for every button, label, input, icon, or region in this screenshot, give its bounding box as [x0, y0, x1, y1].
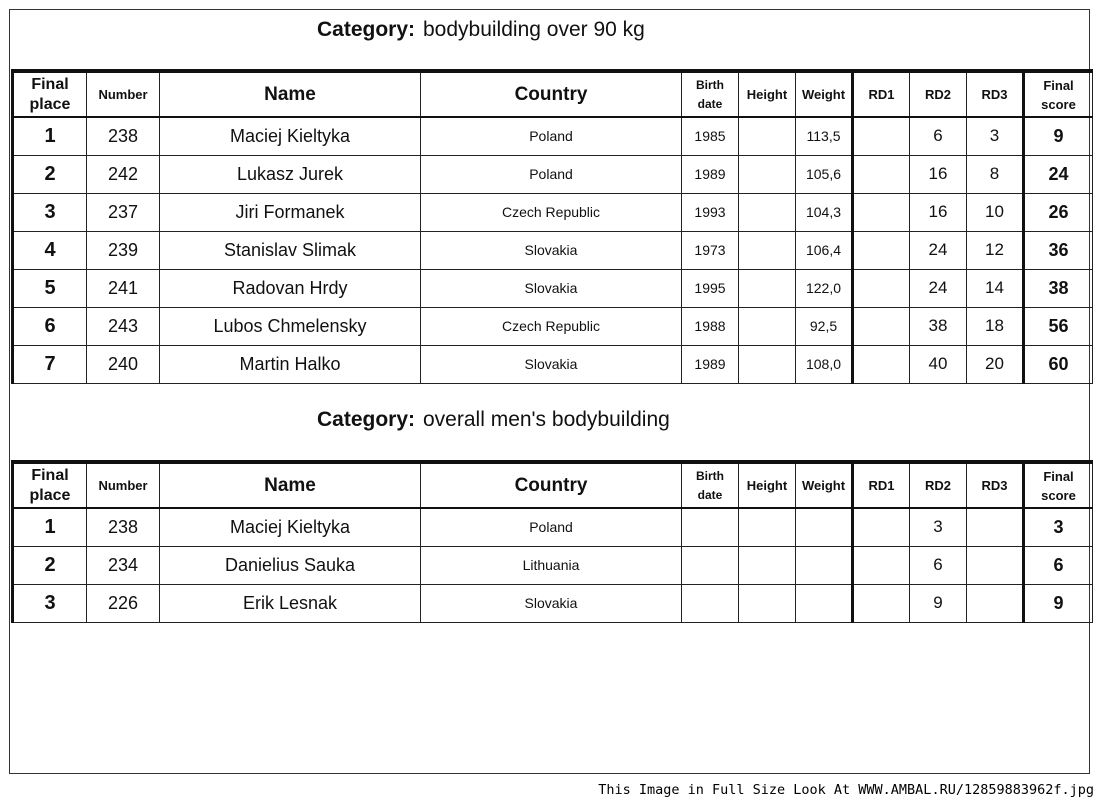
category-name: overall men's bodybuilding: [423, 408, 670, 431]
col-rd3: RD3: [967, 71, 1024, 117]
final-score-cell: 24: [1024, 155, 1093, 193]
rd1-cell: [853, 546, 910, 584]
table-row: [13, 508, 1093, 546]
name-cell: Martin Halko: [160, 345, 421, 383]
rd1-cell: [853, 155, 910, 193]
header-row: [13, 71, 1093, 117]
number-cell: 238: [87, 508, 160, 546]
final-score-cell: 38: [1024, 269, 1093, 307]
name-cell: Lukasz Jurek: [160, 155, 421, 193]
country-cell: Slovakia: [421, 269, 682, 307]
col-rd2: RD2: [910, 71, 967, 117]
table-row: [13, 231, 1093, 269]
rd3-cell: [967, 584, 1024, 622]
place-cell: 2: [13, 546, 87, 584]
col-country: Country: [421, 71, 682, 117]
col-rd3: RD3: [967, 462, 1024, 508]
rd3-cell: 20: [967, 345, 1024, 383]
birth-cell: [682, 508, 739, 546]
final-score-cell: 9: [1024, 117, 1093, 155]
birth-cell: 1988: [682, 307, 739, 345]
col-name: Name: [160, 71, 421, 117]
col-final-score: Final score: [1024, 71, 1093, 117]
final-score-cell: 56: [1024, 307, 1093, 345]
birth-cell: 1989: [682, 155, 739, 193]
weight-cell: 106,4: [796, 231, 853, 269]
country-cell: Poland: [421, 508, 682, 546]
col-name: Name: [160, 462, 421, 508]
place-cell: 5: [13, 269, 87, 307]
rd2-cell: 24: [910, 269, 967, 307]
rd3-cell: [967, 546, 1024, 584]
height-cell: [739, 269, 796, 307]
results-table-2: [11, 460, 1093, 623]
country-cell: Slovakia: [421, 584, 682, 622]
birth-cell: 1993: [682, 193, 739, 231]
rd3-cell: 14: [967, 269, 1024, 307]
country-cell: Poland: [421, 155, 682, 193]
rd3-cell: 10: [967, 193, 1024, 231]
rd2-cell: 9: [910, 584, 967, 622]
weight-cell: [796, 546, 853, 584]
rd1-cell: [853, 508, 910, 546]
rd2-cell: 24: [910, 231, 967, 269]
rd1-cell: [853, 193, 910, 231]
place-cell: 4: [13, 231, 87, 269]
place-cell: 6: [13, 307, 87, 345]
col-weight: Weight: [796, 71, 853, 117]
country-cell: Lithuania: [421, 546, 682, 584]
col-rd1: RD1: [853, 462, 910, 508]
col-rd1: RD1: [853, 71, 910, 117]
rd2-cell: 6: [910, 546, 967, 584]
final-score-cell: 6: [1024, 546, 1093, 584]
table-row: [13, 307, 1093, 345]
final-score-cell: 3: [1024, 508, 1093, 546]
rd3-cell: 18: [967, 307, 1024, 345]
weight-cell: 104,3: [796, 193, 853, 231]
name-cell: Maciej Kieltyka: [160, 117, 421, 155]
col-final-score: Final score: [1024, 462, 1093, 508]
country-cell: Czech Republic: [421, 307, 682, 345]
height-cell: [739, 508, 796, 546]
rd3-cell: 8: [967, 155, 1024, 193]
table-row: [13, 546, 1093, 584]
place-cell: 2: [13, 155, 87, 193]
col-birth-date: Birth date: [682, 71, 739, 117]
final-score-cell: 36: [1024, 231, 1093, 269]
rd2-cell: 38: [910, 307, 967, 345]
category-label: Category:: [317, 408, 416, 431]
final-score-cell: 26: [1024, 193, 1093, 231]
col-height: Height: [739, 462, 796, 508]
height-cell: [739, 546, 796, 584]
country-cell: Poland: [421, 117, 682, 155]
place-cell: 7: [13, 345, 87, 383]
table-row: [13, 155, 1093, 193]
final-score-cell: 60: [1024, 345, 1093, 383]
table-row: [13, 117, 1093, 155]
number-cell: 234: [87, 546, 160, 584]
col-number: Number: [87, 462, 160, 508]
weight-cell: [796, 508, 853, 546]
rd1-cell: [853, 307, 910, 345]
name-cell: Danielius Sauka: [160, 546, 421, 584]
birth-cell: [682, 546, 739, 584]
rd1-cell: [853, 231, 910, 269]
table-row: [13, 345, 1093, 383]
name-cell: Erik Lesnak: [160, 584, 421, 622]
col-final-place: Final place: [13, 71, 87, 117]
height-cell: [739, 155, 796, 193]
name-cell: Radovan Hrdy: [160, 269, 421, 307]
number-cell: 237: [87, 193, 160, 231]
rd3-cell: 3: [967, 117, 1024, 155]
number-cell: 239: [87, 231, 160, 269]
birth-cell: 1989: [682, 345, 739, 383]
place-cell: 1: [13, 508, 87, 546]
country-cell: Slovakia: [421, 345, 682, 383]
birth-cell: 1995: [682, 269, 739, 307]
weight-cell: 92,5: [796, 307, 853, 345]
number-cell: 226: [87, 584, 160, 622]
birth-cell: 1973: [682, 231, 739, 269]
results-table-1: [11, 69, 1093, 384]
weight-cell: 122,0: [796, 269, 853, 307]
birth-cell: [682, 584, 739, 622]
place-cell: 3: [13, 193, 87, 231]
place-cell: 1: [13, 117, 87, 155]
number-cell: 241: [87, 269, 160, 307]
table-row: [13, 584, 1093, 622]
col-number: Number: [87, 71, 160, 117]
height-cell: [739, 307, 796, 345]
col-birth-date: Birth date: [682, 462, 739, 508]
rd2-cell: 16: [910, 193, 967, 231]
watermark-link-text: This Image in Full Size Look At WWW.AMBAL.RU/12859883962f.jpg: [598, 782, 1094, 798]
weight-cell: [796, 584, 853, 622]
results-sheet: [9, 9, 1090, 774]
weight-cell: 113,5: [796, 117, 853, 155]
final-score-cell: 9: [1024, 584, 1093, 622]
col-weight: Weight: [796, 462, 853, 508]
place-cell: 3: [13, 584, 87, 622]
country-cell: Slovakia: [421, 231, 682, 269]
number-cell: 243: [87, 307, 160, 345]
weight-cell: 105,6: [796, 155, 853, 193]
table-row: [13, 269, 1093, 307]
rd2-cell: 6: [910, 117, 967, 155]
table-row: [13, 193, 1093, 231]
col-height: Height: [739, 71, 796, 117]
height-cell: [739, 117, 796, 155]
category-label: Category:: [317, 18, 416, 41]
height-cell: [739, 345, 796, 383]
birth-cell: 1985: [682, 117, 739, 155]
rd1-cell: [853, 584, 910, 622]
rd1-cell: [853, 269, 910, 307]
number-cell: 238: [87, 117, 160, 155]
weight-cell: 108,0: [796, 345, 853, 383]
rd1-cell: [853, 345, 910, 383]
number-cell: 240: [87, 345, 160, 383]
col-country: Country: [421, 462, 682, 508]
country-cell: Czech Republic: [421, 193, 682, 231]
col-final-place: Final place: [13, 462, 87, 508]
name-cell: Lubos Chmelensky: [160, 307, 421, 345]
name-cell: Maciej Kieltyka: [160, 508, 421, 546]
rd2-cell: 16: [910, 155, 967, 193]
height-cell: [739, 193, 796, 231]
height-cell: [739, 231, 796, 269]
number-cell: 242: [87, 155, 160, 193]
name-cell: Jiri Formanek: [160, 193, 421, 231]
height-cell: [739, 584, 796, 622]
rd1-cell: [853, 117, 910, 155]
rd3-cell: [967, 508, 1024, 546]
rd3-cell: 12: [967, 231, 1024, 269]
category-name: bodybuilding over 90 kg: [423, 18, 645, 41]
rd2-cell: 3: [910, 508, 967, 546]
name-cell: Stanislav Slimak: [160, 231, 421, 269]
header-row: [13, 462, 1093, 508]
col-rd2: RD2: [910, 462, 967, 508]
rd2-cell: 40: [910, 345, 967, 383]
